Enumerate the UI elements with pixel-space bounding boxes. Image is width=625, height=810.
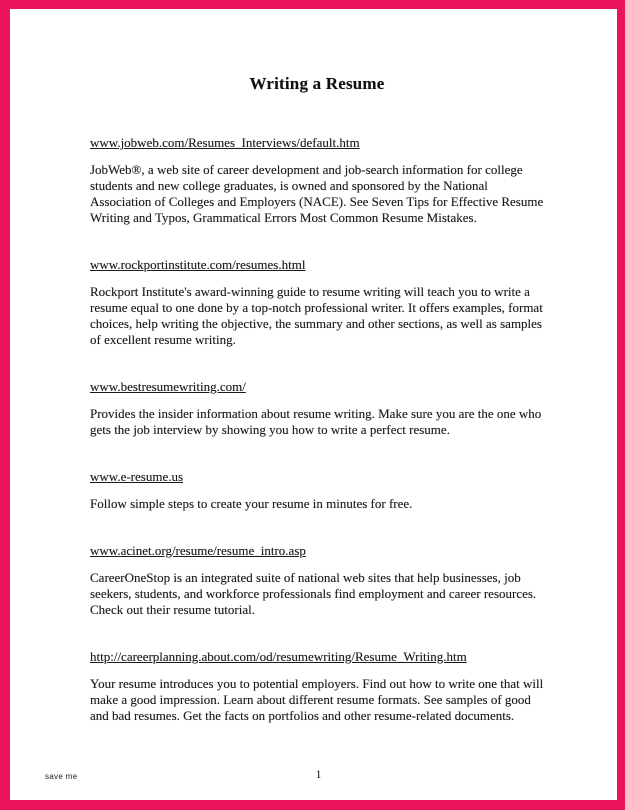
resource-link[interactable]: http://careerplanning.about.com/od/resumewriting/Resume_Writing.htm bbox=[90, 649, 467, 664]
resource-link[interactable]: www.jobweb.com/Resumes_Interviews/default.htm bbox=[90, 135, 360, 150]
resource-link[interactable]: www.rockportinstitute.com/resumes.html bbox=[90, 257, 306, 272]
watermark-save-me: save me bbox=[45, 772, 78, 781]
resource-link[interactable]: www.e-resume.us bbox=[90, 469, 184, 484]
document-page bbox=[10, 9, 617, 800]
resource-section bbox=[90, 468, 544, 512]
resource-description: Rockport Institute's award-winning guide to resume writing will teach you to write a resume equal to one done by a top-notch professional writer. It offers examples, format choices, help writing the objective, the summary and other sections, as well as samples of excellent resume writing. bbox=[90, 284, 543, 347]
resource-description: Follow simple steps to create your resume in minutes for free. bbox=[90, 496, 413, 511]
resource-description: JobWeb®, a web site of career development and job-search information for college students and new college graduates, is owned and sponsored by the National Association of Colleges and Employers (NACE). See Seven Tips for Effective Resume Writing and Typos, Grammatical Errors Most Common Resume Mistakes. bbox=[90, 162, 544, 225]
page-number: 1 bbox=[315, 767, 322, 781]
resource-section bbox=[90, 378, 544, 438]
document-title: Writing a Resume bbox=[249, 74, 385, 93]
resource-link[interactable]: www.acinet.org/resume/resume_intro.asp bbox=[90, 543, 306, 558]
resource-description: Provides the insider information about resume writing. Make sure you are the one who gets the job interview by showing you how to write a perfect resume. bbox=[90, 406, 542, 437]
resource-link[interactable]: www.bestresumewriting.com/ bbox=[90, 379, 246, 394]
resource-description: CareerOneStop is an integrated suite of national web sites that help businesses, job seekers, students, and workforce professionals find employment and career resources. Check out their resume tutorial. bbox=[90, 570, 537, 617]
resource-section bbox=[90, 134, 544, 226]
page-footer bbox=[10, 767, 625, 787]
resource-section bbox=[90, 648, 544, 724]
resource-description: Your resume introduces you to potential employers. Find out how to write one that will make a good impression. Learn about different resume formats. See samples of good and bad resumes. Get the facts on portfolios and other resume-related documents. bbox=[90, 676, 544, 723]
resource-section bbox=[90, 542, 544, 618]
resource-section bbox=[90, 256, 544, 348]
